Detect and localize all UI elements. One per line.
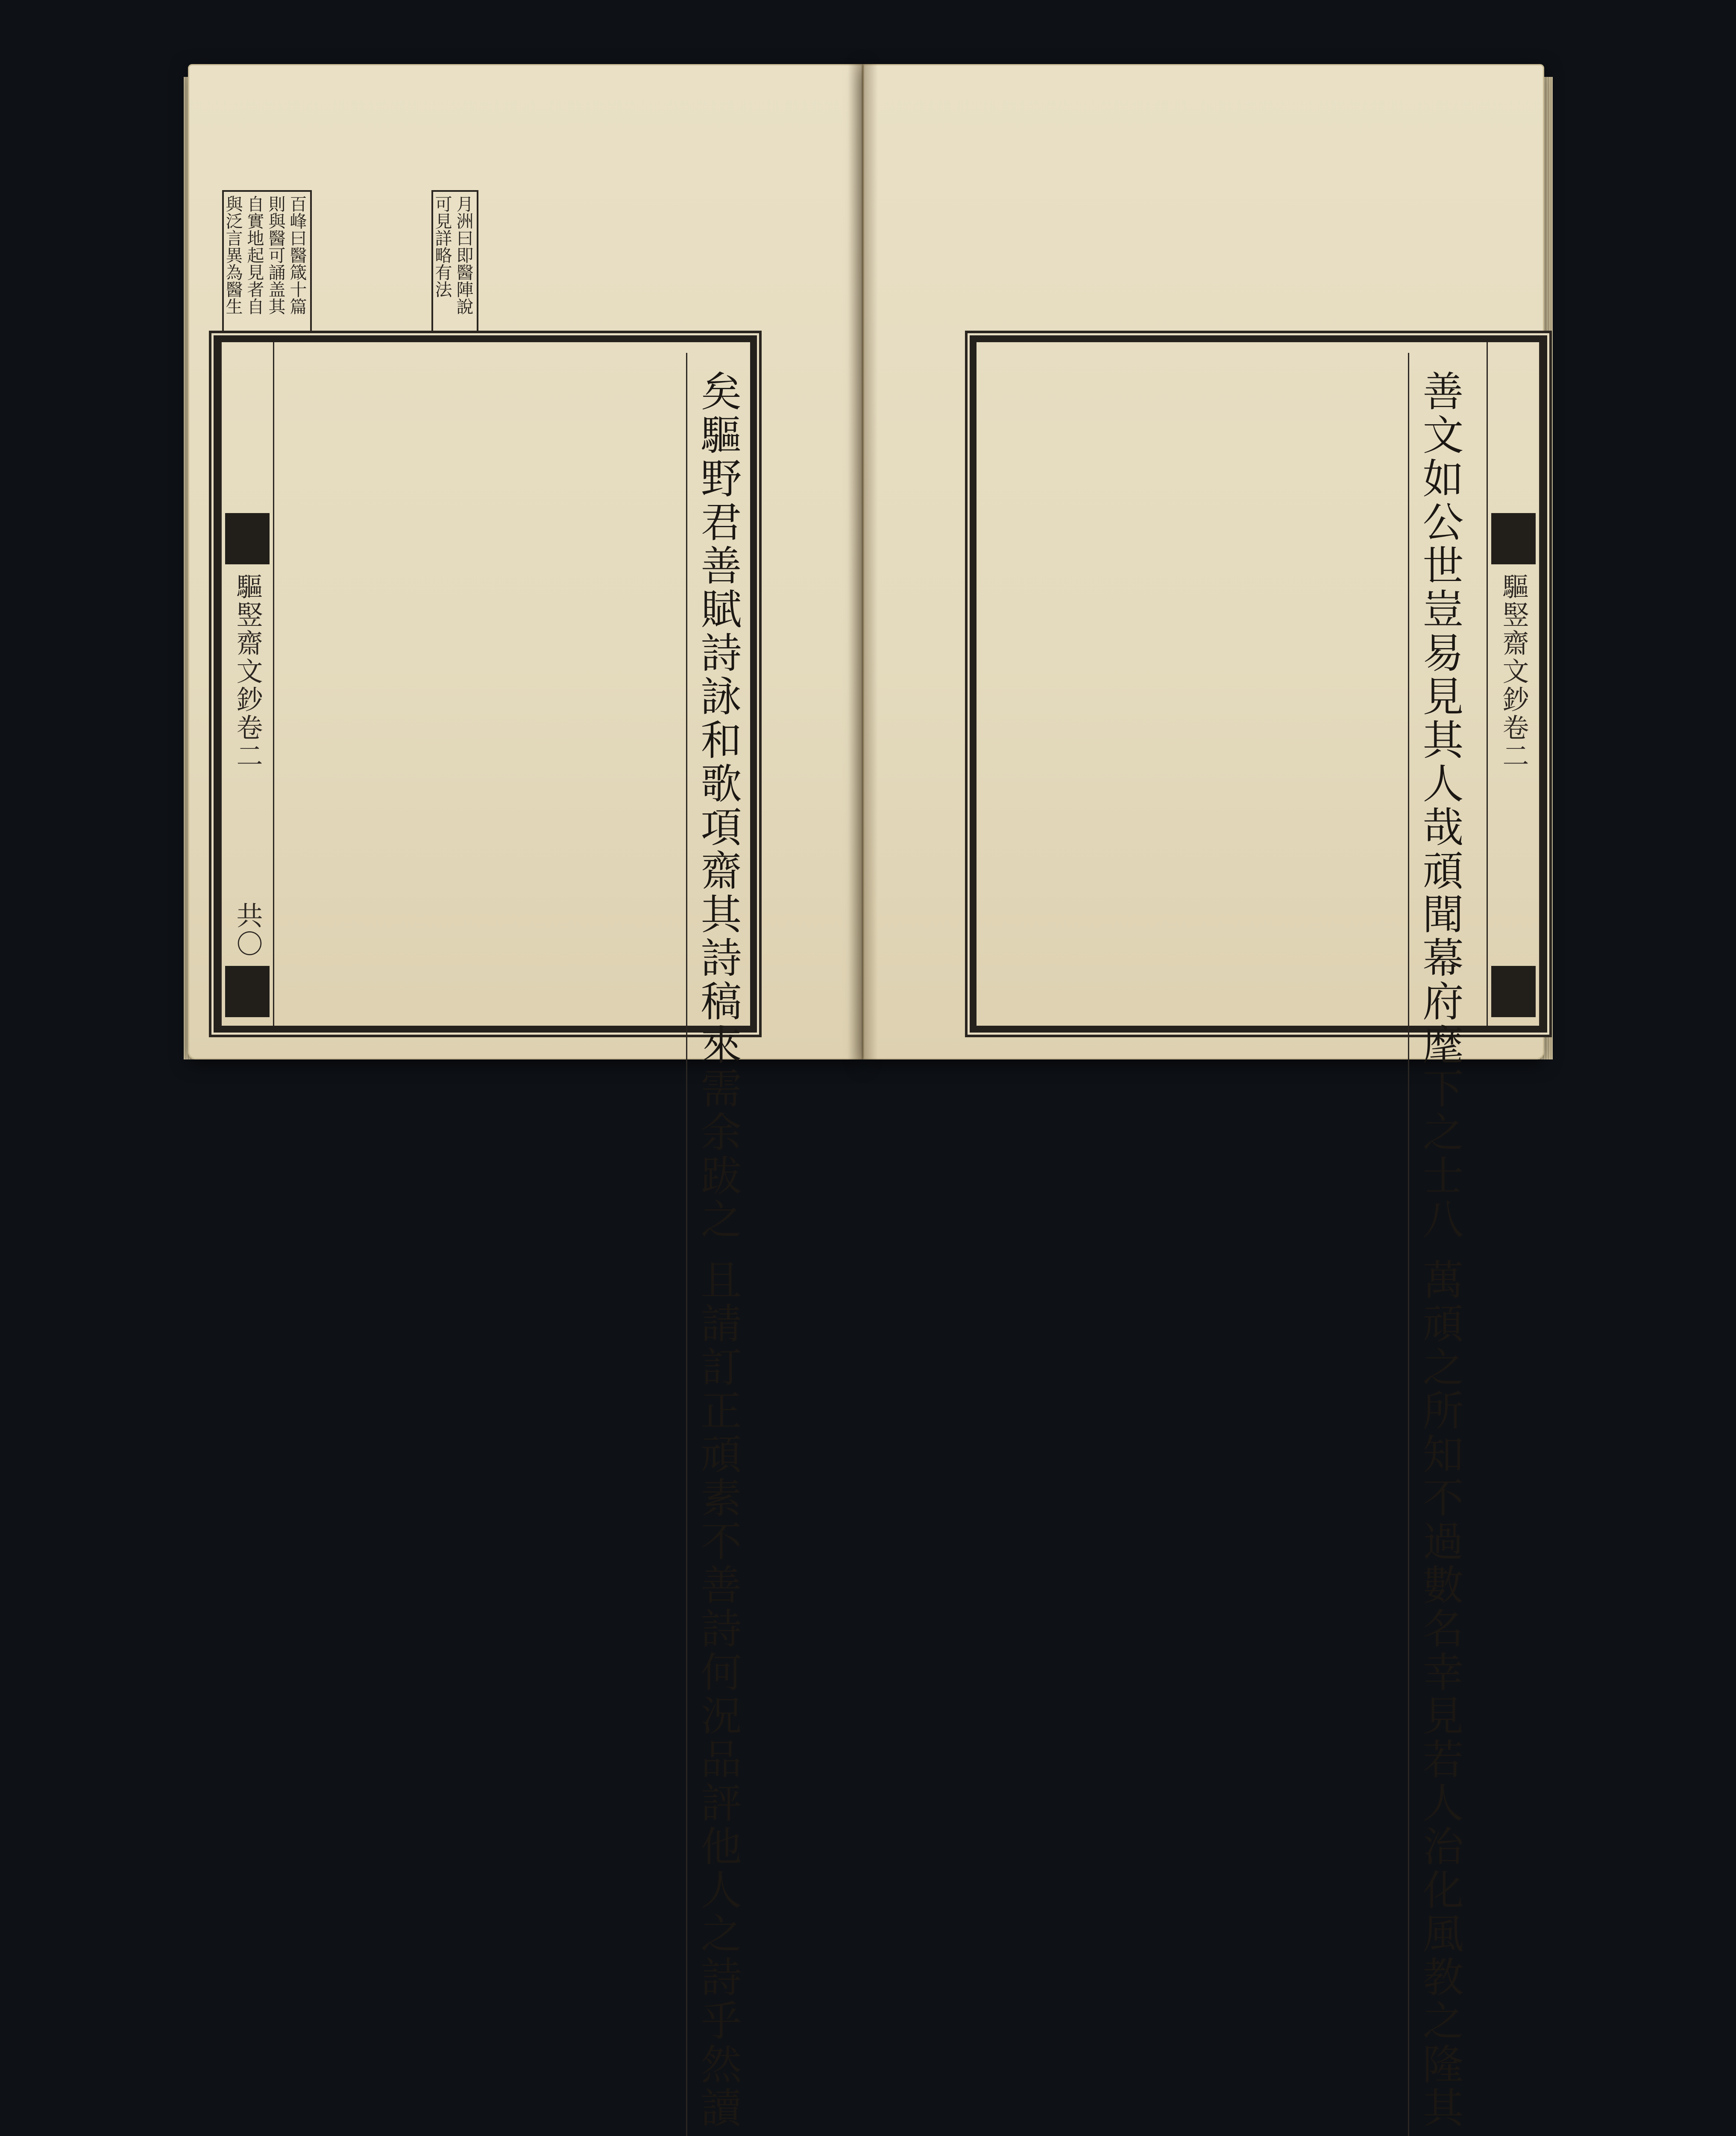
note-line: 可見詳略有法 [432, 195, 452, 298]
text-column [1408, 2130, 1472, 2136]
left-text-columns [235, 353, 750, 2130]
banxin-title: 驅竪齋文鈔卷二 [232, 573, 263, 770]
right-text-frame [970, 335, 1547, 2130]
fish-tail-mark [1491, 966, 1536, 1017]
fish-tail-mark [1491, 513, 1536, 564]
folio-number: 共〇 [232, 902, 263, 958]
text-column: 且請訂正頑素不善詩何況品評他人之詩乎然讀 [686, 1241, 750, 2130]
note-line: 百峰曰醫箴十篇 [287, 195, 307, 315]
commentary-note-wolju [431, 190, 478, 335]
commentary-note-baekbong [222, 190, 312, 335]
banxin-title: 驅竪齋文鈔卷二 [1498, 573, 1529, 770]
note-line: 月洲曰即醫陣說 [454, 195, 473, 315]
left-text-frame [214, 335, 757, 2130]
text-column: 萬頑之所知不過數名幸見若人治化風教之隆其 [1408, 1241, 1472, 2130]
right-banxin [1487, 342, 1540, 1026]
note-line: 則與醫可誦盖其 [266, 195, 285, 315]
book-gutter [848, 64, 878, 1059]
text-column: 矣驅野君善賦詩詠和歌項齋其詩稿來需余跋之 [686, 353, 750, 1241]
note-line: 自實地起見者自 [244, 195, 264, 315]
note-line: 與泛言異為醫生 [223, 195, 243, 315]
text-column [686, 2130, 750, 2136]
text-column: 善文如公世豈易見其人哉頑聞幕府麾下之士八 [1408, 353, 1472, 1241]
right-text-columns [989, 353, 1472, 2130]
